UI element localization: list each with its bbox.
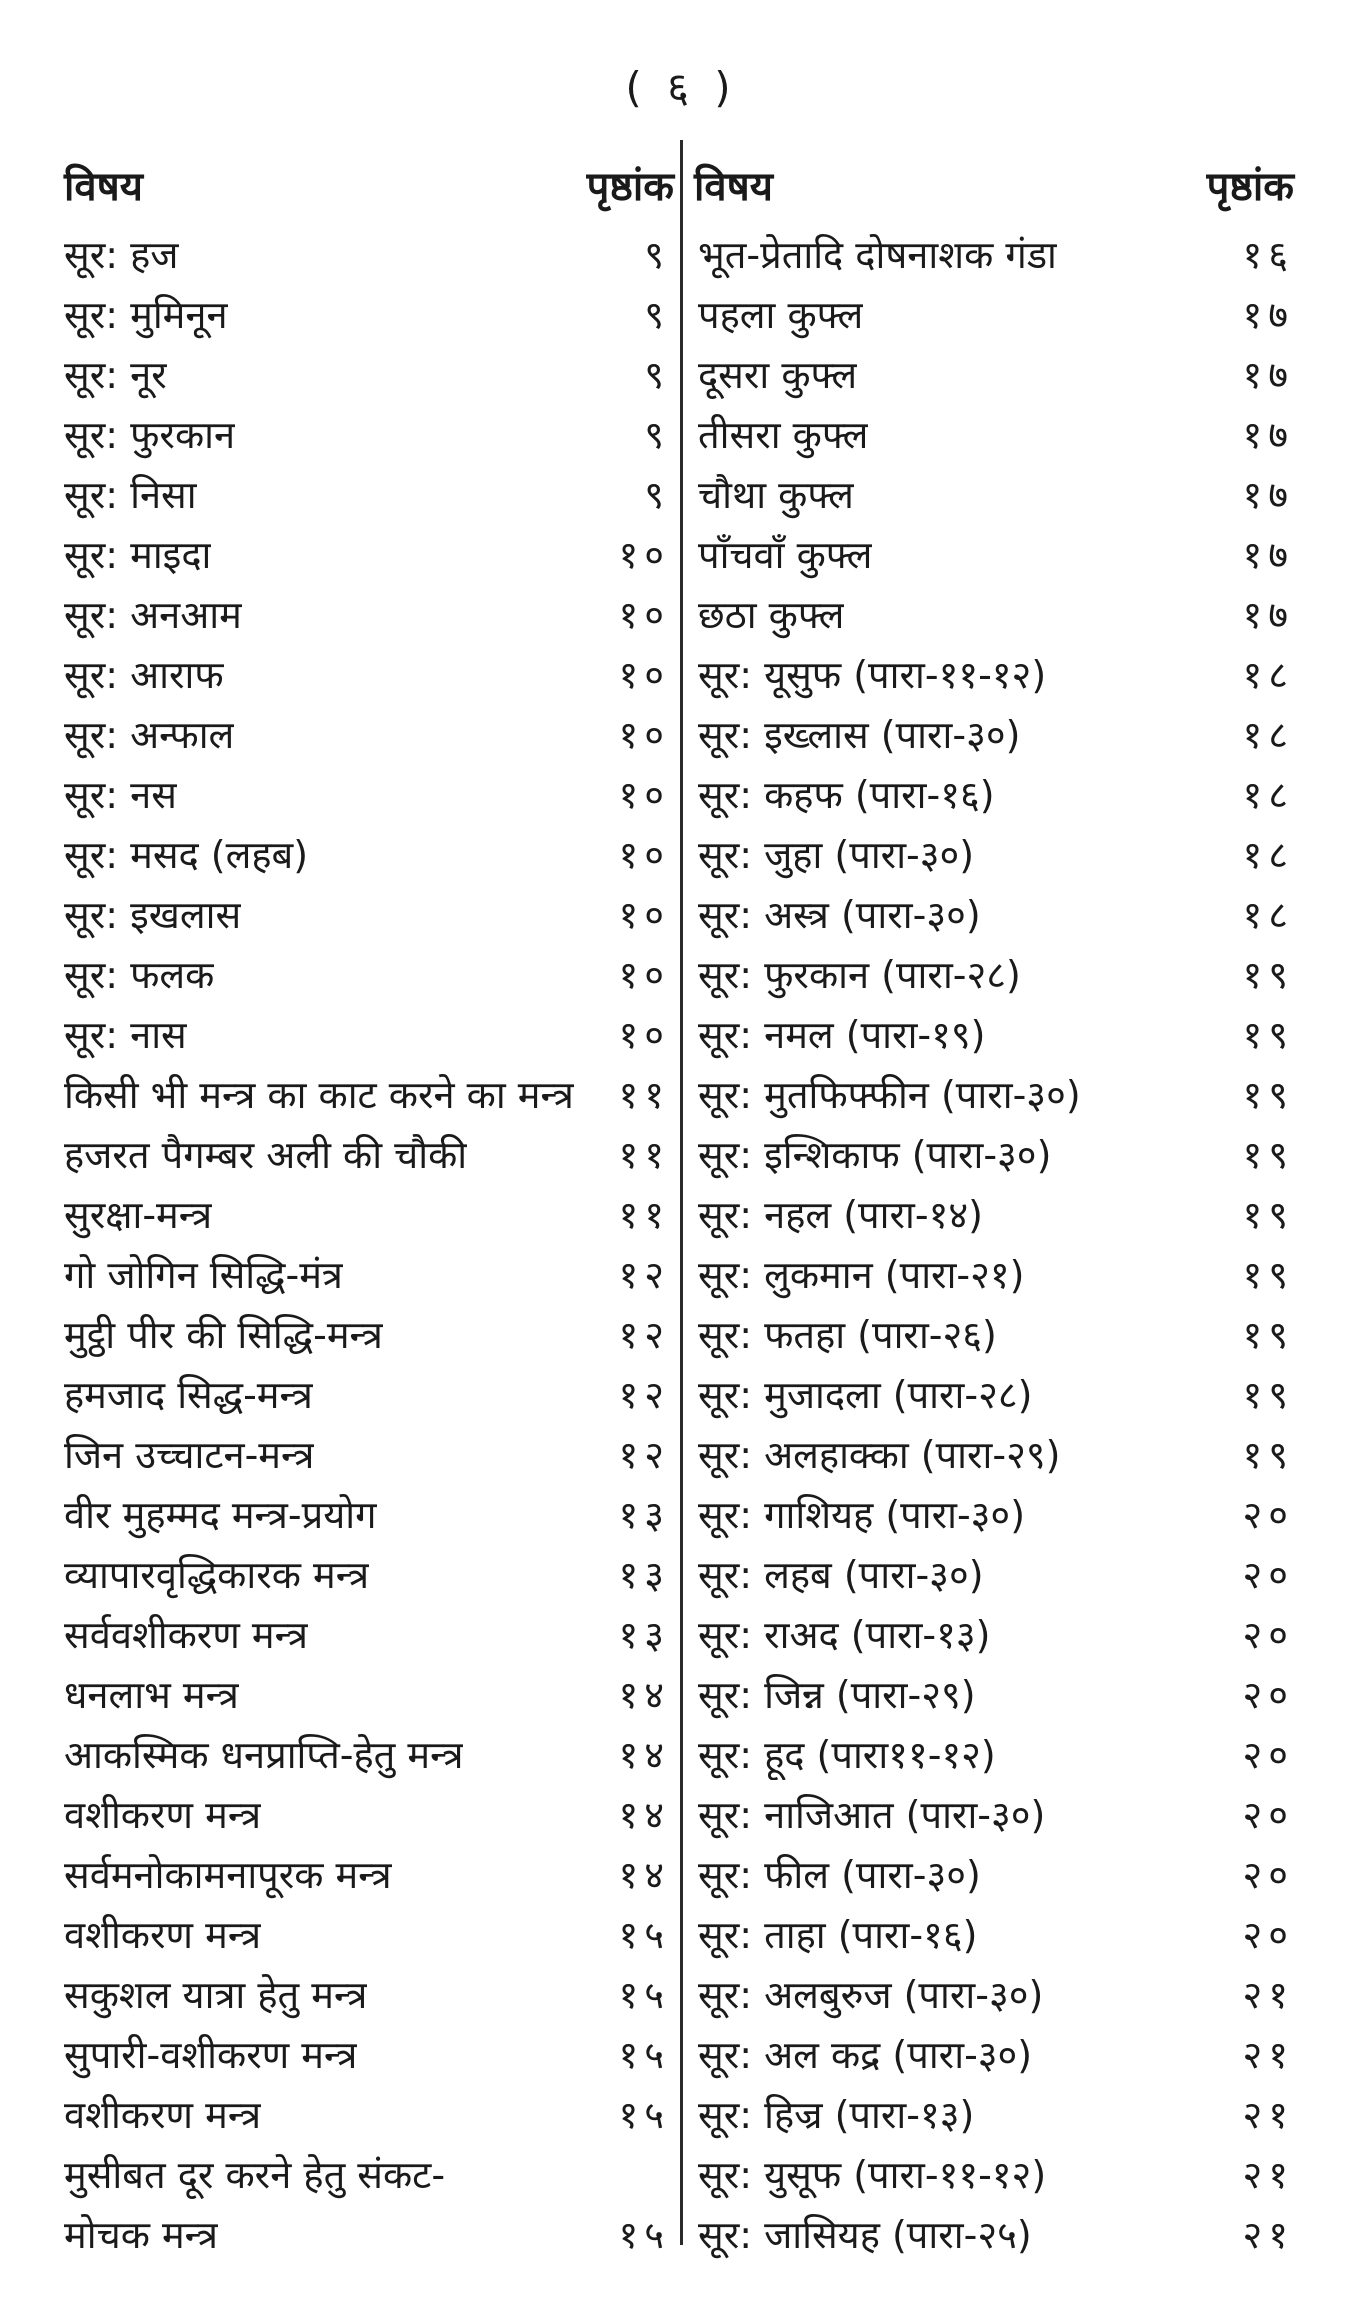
toc-entry-page: ११ [618, 1133, 670, 1177]
toc-entry-title: पाँचवाँ कुफ्ल [698, 533, 873, 577]
left-column [64, 140, 674, 2257]
toc-entry-page: १५ [618, 1973, 670, 2017]
toc-entry-page: १० [618, 1013, 670, 1057]
toc-entry-page: १९ [1242, 1193, 1294, 1237]
toc-entry-title: मोचक मन्त्र [64, 2213, 219, 2257]
toc-row [694, 1484, 1294, 1544]
toc-entry-title: वशीकरण मन्त्र [64, 1913, 262, 1957]
toc-entry-page: २१ [1242, 2033, 1294, 2077]
toc-entry-page: १० [618, 653, 670, 697]
toc-entry-title: सूर: यूसुफ (पारा-११-१२) [698, 653, 1047, 697]
toc-row [64, 704, 674, 764]
toc-row [64, 2204, 674, 2264]
right-column [694, 140, 1294, 2257]
toc-entry-page: १० [618, 533, 670, 577]
toc-entry-page: १९ [1242, 1253, 1294, 1297]
toc-entry-page: १८ [1242, 773, 1294, 817]
toc-row [694, 284, 1294, 344]
toc-row [64, 344, 674, 404]
toc-entry-title: मुट्ठी पीर की सिद्धि-मन्त्र [64, 1313, 383, 1357]
toc-row [64, 1004, 674, 1064]
toc-entry-title: सूर: नस [64, 773, 177, 817]
toc-entry-page: २० [1242, 1733, 1294, 1777]
toc-entry-page: १९ [1242, 1313, 1294, 1357]
toc-entry-page: १४ [618, 1793, 670, 1837]
toc-row [694, 824, 1294, 884]
toc-entry-page: १४ [618, 1673, 670, 1717]
toc-entry-page: २० [1242, 1493, 1294, 1537]
toc-row [694, 1124, 1294, 1184]
toc-entry-page: १२ [618, 1313, 670, 1357]
right-column-header [694, 140, 1294, 212]
toc-entry-title: सूर: अनआम [64, 593, 242, 637]
toc-entry-page: २१ [1242, 1973, 1294, 2017]
toc-row [694, 1364, 1294, 1424]
toc-entry-title: तीसरा कुफ्ल [698, 413, 869, 457]
toc-entry-title: सूर: जिन्न (पारा-२९) [698, 1673, 976, 1717]
toc-entry-title: सूर: हूद (पारा११-१२) [698, 1733, 996, 1777]
toc-entry-page: १३ [618, 1553, 670, 1597]
toc-entry-title: सुरक्षा-मन्त्र [64, 1193, 213, 1237]
toc-entry-title: पहला कुफ्ल [698, 293, 864, 337]
toc-entry-title: सूर: मुमिनून [64, 293, 228, 337]
toc-entry-page: १२ [618, 1373, 670, 1417]
toc-entry-page: ९ [644, 413, 670, 457]
toc-entry-page: १९ [1242, 953, 1294, 997]
column-divider [680, 140, 683, 2245]
toc-entry-title: सूर: फुरकान (पारा-२८) [698, 953, 1021, 997]
toc-row [64, 644, 674, 704]
toc-entry-title: सूर: अलबुरुज (पारा-३०) [698, 1973, 1044, 2017]
toc-row [694, 704, 1294, 764]
toc-entry-page: १७ [1242, 293, 1294, 337]
right-header-topic: विषय [694, 164, 773, 210]
toc-entry-title: वशीकरण मन्त्र [64, 1793, 262, 1837]
toc-entry-title: सूर: लहब (पारा-३०) [698, 1553, 984, 1597]
toc-entry-title: वशीकरण मन्त्र [64, 2093, 262, 2137]
right-toc-list [694, 224, 1294, 2264]
toc-entry-title: भूत-प्रेतादि दोषनाशक गंडा [698, 233, 1057, 277]
toc-row [64, 1664, 674, 1724]
toc-row [694, 1064, 1294, 1124]
toc-row [64, 1364, 674, 1424]
toc-entry-title: सूर: मुजादला (पारा-२८) [698, 1373, 1033, 1417]
toc-entry-page: १९ [1242, 1073, 1294, 1117]
toc-entry-title: सूर: फील (पारा-३०) [698, 1853, 981, 1897]
toc-entry-title: सूर: फलक [64, 953, 215, 997]
toc-row [64, 824, 674, 884]
toc-entry-page: १७ [1242, 533, 1294, 577]
toc-row [64, 2144, 674, 2204]
toc-entry-title: सूर: नाजिआत (पारा-३०) [698, 1793, 1046, 1837]
toc-entry-page: १९ [1242, 1133, 1294, 1177]
toc-entry-title: सूर: अल कद्र (पारा-३०) [698, 2033, 1033, 2077]
toc-entry-title: सूर: नमल (पारा-१९) [698, 1013, 986, 1057]
toc-row [694, 2144, 1294, 2204]
toc-entry-page: २० [1242, 1793, 1294, 1837]
toc-entry-title: सूर: नहल (पारा-१४) [698, 1193, 983, 1237]
toc-row [694, 224, 1294, 284]
toc-row [64, 584, 674, 644]
toc-row [694, 1184, 1294, 1244]
toc-entry-title: वीर मुहम्मद मन्त्र-प्रयोग [64, 1493, 377, 1537]
toc-entry-page: १० [618, 773, 670, 817]
toc-entry-title: सूर: इन्शिकाफ (पारा-३०) [698, 1133, 1052, 1177]
toc-entry-page: १० [618, 833, 670, 877]
toc-entry-title: सर्वमनोकामनापूरक मन्त्र [64, 1853, 392, 1897]
toc-row [694, 1604, 1294, 1664]
toc-row [694, 1724, 1294, 1784]
toc-entry-title: हमजाद सिद्ध-मन्त्र [64, 1373, 313, 1417]
toc-entry-title: सूर: जुहा (पारा-३०) [698, 833, 975, 877]
toc-entry-page: १२ [618, 1433, 670, 1477]
toc-entry-page: २० [1242, 1613, 1294, 1657]
toc-entry-title: सूर: इखलास [64, 893, 242, 937]
toc-entry-page: १४ [618, 1853, 670, 1897]
toc-row [694, 884, 1294, 944]
toc-entry-title: सूर: ताहा (पारा-१६) [698, 1913, 978, 1957]
toc-entry-page: २० [1242, 1853, 1294, 1897]
toc-entry-page: १० [618, 953, 670, 997]
toc-entry-page: २० [1242, 1553, 1294, 1597]
left-toc-list [64, 224, 674, 2264]
toc-entry-page: १४ [618, 1733, 670, 1777]
toc-entry-page: २१ [1242, 2213, 1294, 2257]
toc-entry-title: सूर: लुकमान (पारा-२१) [698, 1253, 1025, 1297]
toc-entry-title: सूर: नास [64, 1013, 187, 1057]
toc-entry-page: १९ [1242, 1433, 1294, 1477]
toc-entry-page: १६ [1242, 233, 1294, 277]
toc-entry-page: १५ [618, 2093, 670, 2137]
toc-entry-page: १८ [1242, 833, 1294, 877]
toc-row [694, 524, 1294, 584]
toc-entry-page: १० [618, 713, 670, 757]
toc-entry-title: व्यापारवृद्धिकारक मन्त्र [64, 1553, 370, 1597]
toc-row [64, 1124, 674, 1184]
toc-entry-page: १५ [618, 1913, 670, 1957]
toc-row [694, 1424, 1294, 1484]
toc-entry-page: १९ [1242, 1373, 1294, 1417]
toc-entry-page: ११ [618, 1193, 670, 1237]
toc-entry-page: ९ [644, 473, 670, 517]
toc-row [694, 1244, 1294, 1304]
left-header-topic: विषय [64, 164, 143, 210]
toc-entry-title: सूर: अस्त्र (पारा-३०) [698, 893, 981, 937]
toc-row [694, 1964, 1294, 2024]
toc-row [64, 524, 674, 584]
toc-row [694, 344, 1294, 404]
toc-row [64, 1844, 674, 1904]
toc-entry-title: सूर: गाशियह (पारा-३०) [698, 1493, 1026, 1537]
toc-row [64, 884, 674, 944]
page-number: ( ६ ) [625, 63, 737, 112]
toc-entry-title: धनलाभ मन्त्र [64, 1673, 239, 1717]
toc-row [64, 2024, 674, 2084]
toc-row [694, 2024, 1294, 2084]
toc-row [64, 1484, 674, 1544]
toc-entry-title: चौथा कुफ्ल [698, 473, 854, 517]
toc-entry-page: १० [618, 893, 670, 937]
toc-row [694, 1784, 1294, 1844]
toc-row [64, 2084, 674, 2144]
toc-row [64, 464, 674, 524]
toc-entry-title: सूर: आराफ [64, 653, 224, 697]
toc-row [694, 1004, 1294, 1064]
toc-row [64, 1424, 674, 1484]
toc-row [694, 1544, 1294, 1604]
toc-entry-title: गो जोगिन सिद्धि-मंत्र [64, 1253, 343, 1297]
toc-entry-page: ९ [644, 293, 670, 337]
toc-entry-title: सर्ववशीकरण मन्त्र [64, 1613, 308, 1657]
toc-entry-title: सूर: अन्फाल [64, 713, 235, 757]
toc-entry-title: छठा कुफ्ल [698, 593, 845, 637]
toc-entry-title: सकुशल यात्रा हेतु मन्त्र [64, 1973, 368, 2017]
toc-row [64, 1304, 674, 1364]
toc-entry-title: सूर: मुतफिफ्फीन (पारा-३०) [698, 1073, 1081, 1117]
toc-row [694, 1844, 1294, 1904]
toc-entry-page: १० [618, 593, 670, 637]
toc-row [694, 644, 1294, 704]
toc-row [64, 1724, 674, 1784]
toc-row [64, 1604, 674, 1664]
toc-entry-page: १८ [1242, 653, 1294, 697]
toc-entry-page: २० [1242, 1673, 1294, 1717]
toc-entry-page: १३ [618, 1613, 670, 1657]
toc-entry-title: सूर: मसद (लहब) [64, 833, 309, 877]
toc-entry-page: १८ [1242, 893, 1294, 937]
toc-entry-page: २१ [1242, 2153, 1294, 2197]
toc-entry-title: सूर: माइदा [64, 533, 212, 577]
toc-entry-title: सुपारी-वशीकरण मन्त्र [64, 2033, 358, 2077]
toc-row [694, 584, 1294, 644]
toc-entry-title: सूर: इख्लास (पारा-३०) [698, 713, 1021, 757]
toc-entry-title: सूर: अलहाक्का (पारा-२९) [698, 1433, 1061, 1477]
toc-entry-page: १८ [1242, 713, 1294, 757]
toc-entry-title: जिन उच्चाटन-मन्त्र [64, 1433, 315, 1477]
toc-entry-title: सूर: नूर [64, 353, 167, 397]
toc-entry-title: आकस्मिक धनप्राप्ति-हेतु मन्त्र [64, 1733, 464, 1777]
toc-row [64, 764, 674, 824]
toc-entry-title: सूर: कहफ (पारा-१६) [698, 773, 995, 817]
toc-entry-page: २१ [1242, 2093, 1294, 2137]
right-header-page: पृष्ठांक [1206, 164, 1294, 210]
toc-row [64, 1244, 674, 1304]
toc-entry-page: १२ [618, 1253, 670, 1297]
toc-entry-title: किसी भी मन्त्र का काट करने का मन्त्र [64, 1073, 574, 1117]
toc-entry-page: २० [1242, 1913, 1294, 1957]
toc-row [694, 464, 1294, 524]
toc-entry-page: १७ [1242, 413, 1294, 457]
toc-row [694, 764, 1294, 824]
toc-row [64, 1184, 674, 1244]
toc-entry-page: १५ [618, 2033, 670, 2077]
toc-entry-title: दूसरा कुफ्ल [698, 353, 858, 397]
toc-row [694, 1664, 1294, 1724]
toc-entry-title: सूर: निसा [64, 473, 197, 517]
toc-entry-title: सूर: जासियह (पारा-२५) [698, 2213, 1032, 2257]
toc-entry-page: १७ [1242, 593, 1294, 637]
toc-row [64, 944, 674, 1004]
toc-entry-page: १७ [1242, 353, 1294, 397]
toc-entry-title: सूर: युसूफ (पारा-११-१२) [698, 2153, 1047, 2197]
toc-entry-page: ११ [618, 1073, 670, 1117]
toc-row [64, 284, 674, 344]
toc-row [694, 404, 1294, 464]
left-column-header [64, 140, 674, 212]
toc-entry-page: ९ [644, 353, 670, 397]
toc-entry-page: १७ [1242, 473, 1294, 517]
toc-entry-title: सूर: हिज्र (पारा-१३) [698, 2093, 975, 2137]
toc-entry-page: १५ [618, 2213, 670, 2257]
toc-entry-page: १३ [618, 1493, 670, 1537]
toc-entry-page: ९ [644, 233, 670, 277]
left-header-page: पृष्ठांक [586, 164, 674, 210]
toc-entry-title: सूर: हज [64, 233, 179, 277]
toc-row [64, 1904, 674, 1964]
toc-entry-title: हजरत पैगम्बर अली की चौकी [64, 1133, 468, 1177]
toc-row [64, 1964, 674, 2024]
toc-row [64, 224, 674, 284]
toc-row [64, 1784, 674, 1844]
toc-row [694, 2084, 1294, 2144]
toc-entry-page: १९ [1242, 1013, 1294, 1057]
toc-entry-title: मुसीबत दूर करने हेतु संकट- [64, 2153, 446, 2197]
toc-row [694, 1304, 1294, 1364]
toc-entry-title: सूर: फतहा (पारा-२६) [698, 1313, 997, 1357]
toc-row [64, 404, 674, 464]
toc-entry-title: सूर: फुरकान [64, 413, 236, 457]
toc-row [694, 2204, 1294, 2264]
toc-row [694, 1904, 1294, 1964]
toc-entry-title: सूर: राअद (पारा-१३) [698, 1613, 991, 1657]
toc-row [64, 1544, 674, 1604]
toc-row [694, 944, 1294, 1004]
toc-row [64, 1064, 674, 1124]
